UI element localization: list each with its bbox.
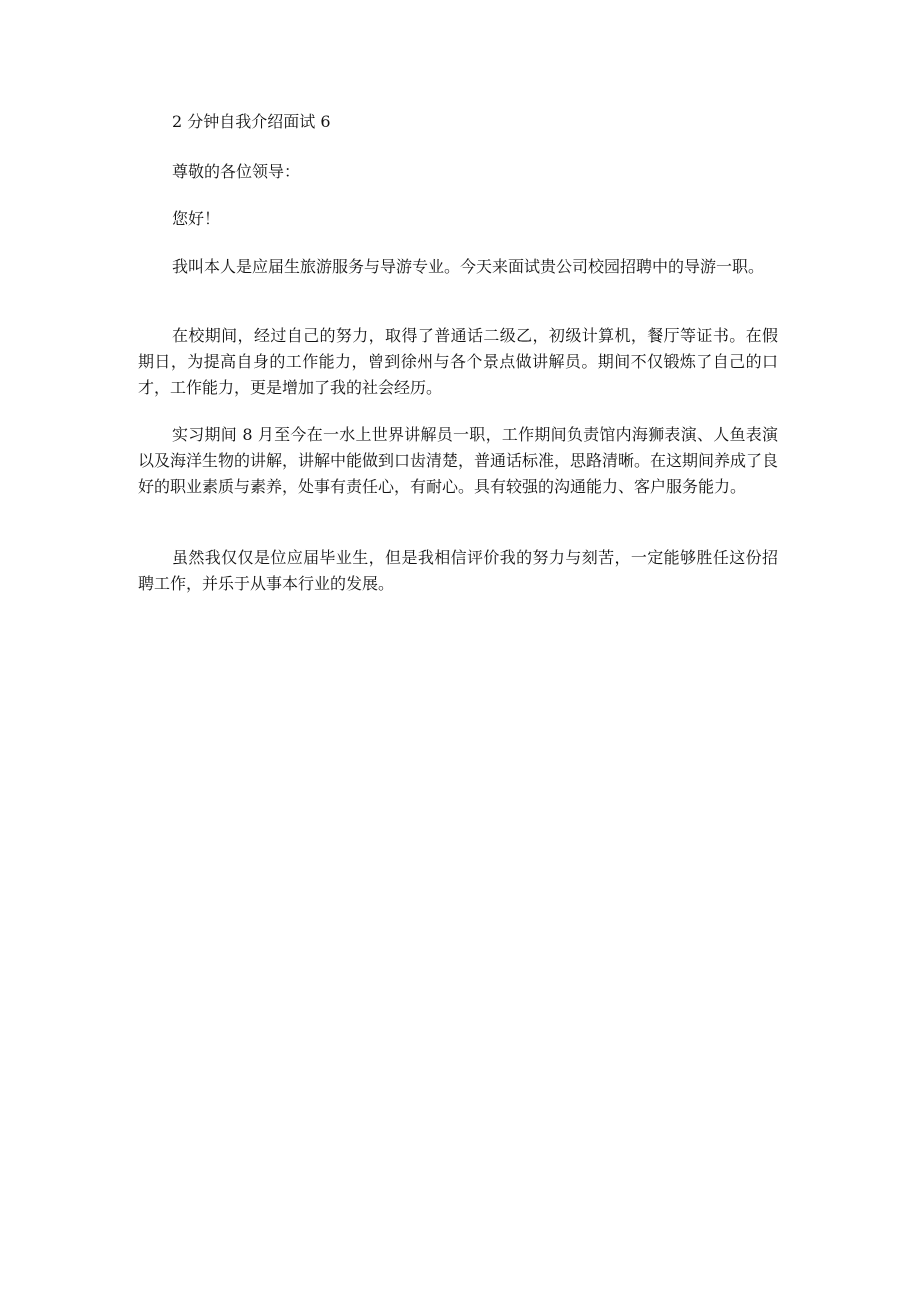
paragraph-closing: 虽然我仅仅是位应届毕业生，但是我相信评价我的努力与刻苦，一定能够胜任这份招聘工作，并乐于从事本行业的发展。 xyxy=(138,548,778,593)
paragraph-internship: 实习期间 8 月至今在一水上世界讲解员一职，工作期间负责馆内海狮表演、人鱼表演以及海洋生物的讲解，讲解中能做到口齿清楚，普通话标准，思路清晰。在这期间养成了良好的职业素质与素养，处事有责任心，有耐心。具有较强的沟通能力、客户服务能力。 xyxy=(138,425,779,496)
document-title: 2 分钟自我介绍面试 6 xyxy=(172,112,331,131)
salutation: 尊敬的各位领导： xyxy=(172,162,301,181)
paragraph-intro: 我叫本人是应届生旅游服务与导游专业。今天来面试贵公司校园招聘中的导游一职。 xyxy=(172,257,765,276)
paragraph-school: 在校期间，经过自己的努力，取得了普通话二级乙，初级计算机，餐厅等证书。在假期日，为提高自身的工作能力，曾到徐州与各个景点做讲解员。期间不仅锻炼了自己的口才，工作能力，更是增加了我的社会经历。 xyxy=(138,326,778,397)
greeting: 您好！ xyxy=(172,209,221,228)
